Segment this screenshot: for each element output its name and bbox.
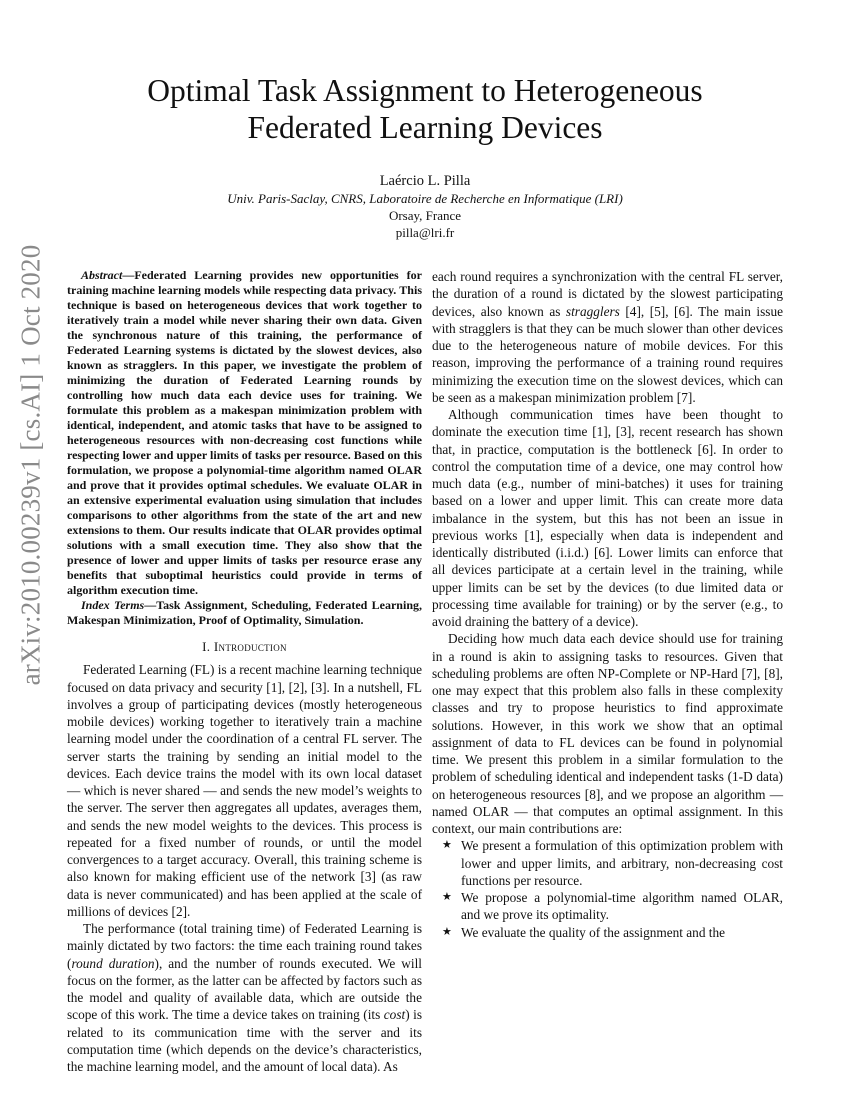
paper-header [60,72,790,241]
section-number: I. [202,639,214,654]
p2-text-a: The performance (total training time) of Federated Learning is mainly dictated by two factors: the time each training round takes ( [67,921,422,971]
abstract-label: Abstract [81,268,123,282]
author-location: Orsay, France [388,208,462,223]
contribution-text: We evaluate the quality of the assignment and the [461,924,726,940]
paper-title [60,72,790,146]
abstract-separator: — [122,268,135,282]
right-column [432,268,783,941]
contribution-item [432,889,783,924]
author-name: Laércio L. Pilla [379,173,471,189]
section-title: Introduction [213,639,287,654]
contribution-item [432,924,783,941]
section-heading-introduction [67,638,422,655]
intro-paragraph-4: Deciding how much data each device should use for training in a round is akin to assigning tasks to resources. Given that scheduling problems are often NP-Complete or NP-Hard [7], [8], one may expect that this problem also falls in these complexity classes and try to propose heuristics to find approximate solutions. However, in this work we show that an optimal assignment of data to FL devices can be found in polynomial time. We present this problem in a similar formulation to the problem of scheduling identical and independent tasks (1-D data) on heterogeneous resources [8], and we propose an algorithm — named OLAR — that computes an optimal assignment. In this context, our main contributions are: [432,631,783,836]
arxiv-identifier: arXiv:2010.00239v1 [cs.AI] 1 Oct 2020 [15,244,46,686]
abstract [67,268,422,598]
contribution-item [432,837,783,889]
p2-emphasis-cost: cost [383,1007,406,1023]
title-line-1: Optimal Task Assignment to Heterogeneous [147,73,703,108]
p2-text-c: each round requires a synchronization with the central FL server, the duration of a round is dictated by the slowest participating devices, also known as [432,269,783,319]
index-terms-text: Task Assignment, Scheduling, Federated Learning, Makespan Minimization, Proof of Optimality, Simulation. [67,598,422,627]
title-line-2: Federated Learning Devices [247,110,603,145]
star-bullet-icon: ★ [442,891,452,903]
index-terms-label: Index Terms [81,598,145,612]
p2-emphasis-round-duration: round duration [71,955,155,971]
contribution-text: We propose a polynomial-time algorithm named OLAR, and we prove its optimality. [461,890,783,923]
index-terms-separator: — [144,598,157,612]
star-bullet-icon: ★ [442,925,452,938]
contributions-list [432,837,783,941]
abstract-text: Federated Learning provides new opportunities for training machine learning models while respecting data privacy. This technique is based on heterogeneous devices that work together to iteratively train a model while never sharing their own data. Given the synchronous nature of this training, the performance of Federated Learning systems is dictated by the slowest devices, also known as stragglers. In this paper, we investigate the problem of minimizing the duration of Federated Learning rounds by controlling how much data each device uses for training. We formulate this problem as a makespan minimization problem with identical, independent, and atomic tasks that have to be assigned to heterogeneous resources with non-decreasing cost functions while respecting lower and upper limits of tasks per resource. Based on this formulation, we propose a polynomial-time algorithm named OLAR and prove that it provides optimal schedules. We evaluate OLAR in an extensive experimental evaluation using simulation that includes comparisons to other algorithms from the state of the art and new extensions to them. Our results indicate that OLAR provides optimal solutions with a small execution time. They also show that the presence of lower and upper limits of tasks per resource erase any benefits that suboptimal heuristics could provide in terms of algorithm execution time. [67,268,422,597]
author-institution: Univ. Paris-Saclay, CNRS, Laboratoire de Recherche en Informatique (LRI) [227,191,623,206]
contribution-text: We present a formulation of this optimization problem with lower and upper limits, and arbitrary, non-decreasing cost functions per resource. [461,838,783,888]
intro-paragraph-2 [67,920,422,1075]
arxiv-sidebar [8,0,54,1100]
index-terms [67,598,422,628]
intro-paragraph-1: Federated Learning (FL) is a recent machine learning technique focused on data privacy and security [1], [2], [3]. In a nutshell, FL involves a group of participating devices (mostly heterogeneous mobile devices) working together to iteratively train a machine learning model under the coordination of a central FL server. The server starts the training by sending an initial model to the devices. Each device trains the model with its own local dataset — which is never shared — and sends the new model’s weights to the server. The server then aggregates all updates, averages them, and sends the new model weights to the devices. This process is repeated for a fixed number of rounds, or until the model convergences to a target accuracy. Overall, this training scheme is also known for making efficient use of the network [3] (as raw data is never communicated) and has been applied at the scale of millions of devices [2]. [67,662,422,919]
p2-text-c: ) is related to its communication time with the server and its computation time (which depends on the device’s characteristics, the machine learning model, and the amount of local data). As [67,1007,422,1074]
star-bullet-icon: ★ [442,839,452,852]
intro-paragraph-3: Although communication times have been thought to dominate the execution time [1], [3], recent research has shown that, in practice, computation is the bottleneck [6]. In order to control the computation time of a device, one may control how much data (e.g., number of mini-batches) it uses for training based on a lower and upper limit. This can create more data imbalance in the system, but this has not been an issue in previous works [1], especially when data is independent and identically distributed (i.i.d.) [6]. Lower limits can enforce that all devices participate at a certain level in the training, while upper limits can be set by the devices (to due limited data or processing time available for training) or by the server (e.g., to avoid draining the battery of a device). [432,407,783,629]
p2-text-b: ), and the number of rounds executed. We will focus on the former, as the latter can be affected by factors such as the model and quality of available data, which are outside the scope of this work. The time a device takes on training (its [67,955,422,1023]
left-column [67,268,422,1075]
right-column-flow [432,268,783,941]
author-email: pilla@lri.fr [395,225,455,240]
p2-emphasis-stragglers: stragglers [565,303,620,319]
intro-paragraph-2-continued [432,268,783,406]
p2-text-d: [4], [5], [6]. The main issue with stragglers is that they can be much slower than other devices due to the heterogeneous nature of mobile devices. For this reason, improving the performance of a training round requires minimizing the execution time on the slowest devices, which can be seen as a makespan minimization problem [7]. [432,303,784,405]
